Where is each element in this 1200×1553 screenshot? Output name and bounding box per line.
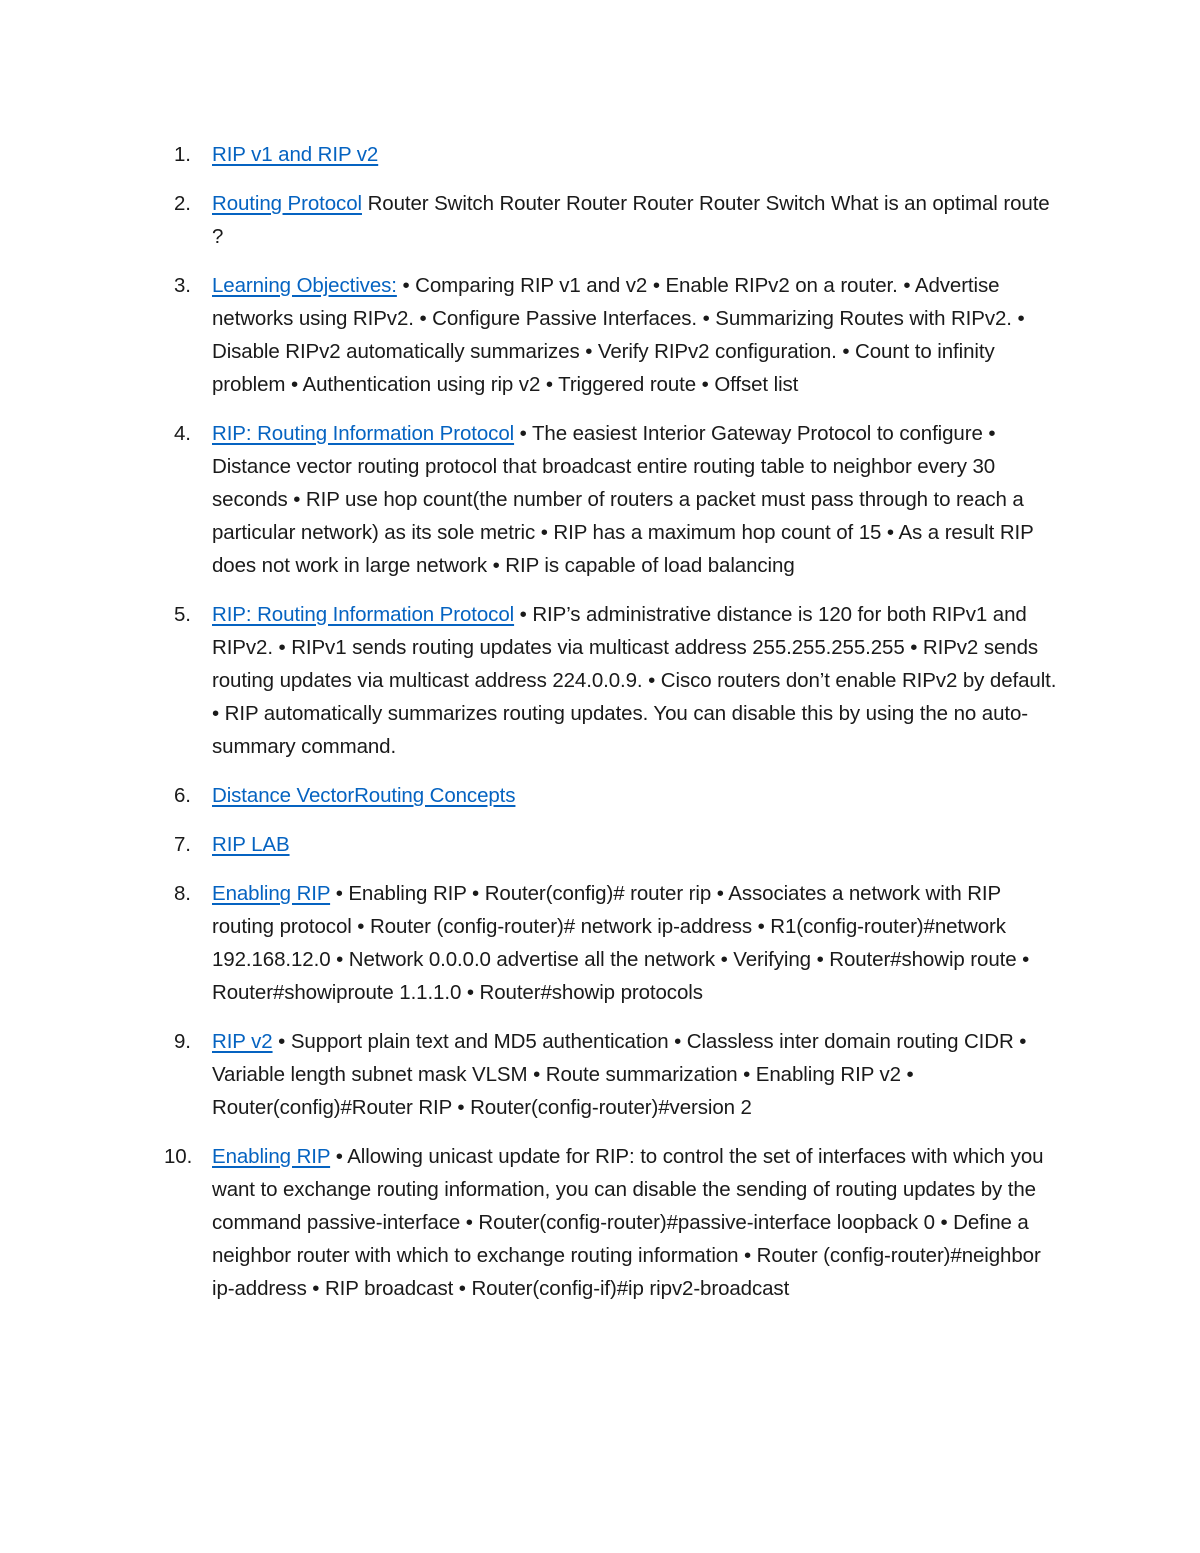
list-item-link[interactable]: RIP LAB bbox=[212, 833, 290, 856]
list-item-link[interactable]: RIP: Routing Information Protocol bbox=[212, 422, 515, 445]
list-item-text: • Support plain text and MD5 authentication • Classless inter domain routing CIDR • Variable length subnet mask VLSM • Route summarization • Enabling RIP v2 • Router(config)#Router RIP • Router(config-router)#version 2 bbox=[212, 1030, 1027, 1119]
list-item-link[interactable]: RIP v1 and RIP v2 bbox=[212, 143, 379, 166]
list-item-link[interactable]: Routing Protocol bbox=[212, 192, 362, 215]
list-item-text: • RIP’s administrative distance is 120 for both RIPv1 and RIPv2. • RIPv1 sends routing updates via multicast address 255.255.255.255 • RIPv2 sends routing updates via multicast address 224.0.0.9. • Cisco routers don’t enable RIPv2 by default. • RIP automatically summarizes routing updates. You can disable this by using the no auto-summary command. bbox=[212, 603, 1057, 758]
list-item bbox=[170, 1025, 1060, 1124]
list-item-text: Router Switch Router Router Router Router Switch What is an optimal route ? bbox=[212, 192, 1050, 248]
list-item bbox=[170, 269, 1060, 401]
list-item-number: 7. bbox=[174, 833, 191, 856]
list-item-link[interactable]: RIP v2 bbox=[212, 1030, 273, 1053]
list-item-text: • Comparing RIP v1 and v2 • Enable RIPv2 on a router. • Advertise networks using RIPv2. • Configure Passive Interfaces. • Summarizing Routes with RIPv2. • Disable RIPv2 automatically summarizes • Verify RIPv2 configuration. • Count to infinity problem • Authentication using rip v2 • Triggered route • Offset list bbox=[212, 274, 1025, 396]
list-item-number: 6. bbox=[174, 784, 191, 807]
list-item-number: 4. bbox=[174, 422, 191, 445]
list-item-link[interactable]: Learning Objectives: bbox=[212, 274, 397, 297]
list-item-number: 8. bbox=[174, 882, 191, 905]
list-item bbox=[170, 417, 1060, 582]
list-item bbox=[170, 138, 1060, 171]
list-item-number: 10. bbox=[164, 1145, 193, 1168]
list-item-link[interactable]: RIP: Routing Information Protocol bbox=[212, 603, 515, 626]
list-item-number: 3. bbox=[174, 274, 191, 297]
numbered-list bbox=[164, 138, 1060, 1321]
list-item-number: 9. bbox=[174, 1030, 191, 1053]
list-item-link[interactable]: Enabling RIP bbox=[212, 882, 331, 905]
list-item bbox=[170, 828, 1060, 861]
list-item-number: 2. bbox=[174, 192, 191, 215]
list-item-link[interactable]: Enabling RIP bbox=[212, 1145, 331, 1168]
list-item bbox=[170, 598, 1060, 763]
list-item bbox=[170, 877, 1060, 1009]
list-item bbox=[164, 1140, 1060, 1305]
list-item bbox=[170, 779, 1060, 812]
list-item bbox=[170, 187, 1060, 253]
list-item-text: • Enabling RIP • Router(config)# router rip • Associates a network with RIP routing protocol • Router (config-router)# network ip-address • R1(config-router)#network 192.168.12.0 • Network 0.0.0.0 advertise all the network • Verifying • Router#showip route • Router#showiproute 1.1.1.0 • Router#showip protocols bbox=[212, 882, 1030, 1004]
list-item-text: • The easiest Interior Gateway Protocol to configure • Distance vector routing protocol that broadcast entire routing table to neighbor every 30 seconds • RIP use hop count(the number of routers a packet must pass through to reach a particular network) as its sole metric • RIP has a maximum hop count of 15 • As a result RIP does not work in large network • RIP is capable of load balancing bbox=[212, 422, 1034, 577]
list-item-number: 1. bbox=[174, 143, 191, 166]
list-item-link[interactable]: Distance VectorRouting Concepts bbox=[212, 784, 516, 807]
list-item-text: • Allowing unicast update for RIP: to control the set of interfaces with which you want to exchange routing information, you can disable the sending of routing updates by the command passive-interface • Router(config-router)#passive-interface loopback 0 • Define a neighbor router with which to exchange routing information • Router (config-router)#neighbor ip-address • RIP broadcast • Router(config-if)#ip ripv2-broadcast bbox=[212, 1145, 1044, 1300]
list-item-number: 5. bbox=[174, 603, 191, 626]
